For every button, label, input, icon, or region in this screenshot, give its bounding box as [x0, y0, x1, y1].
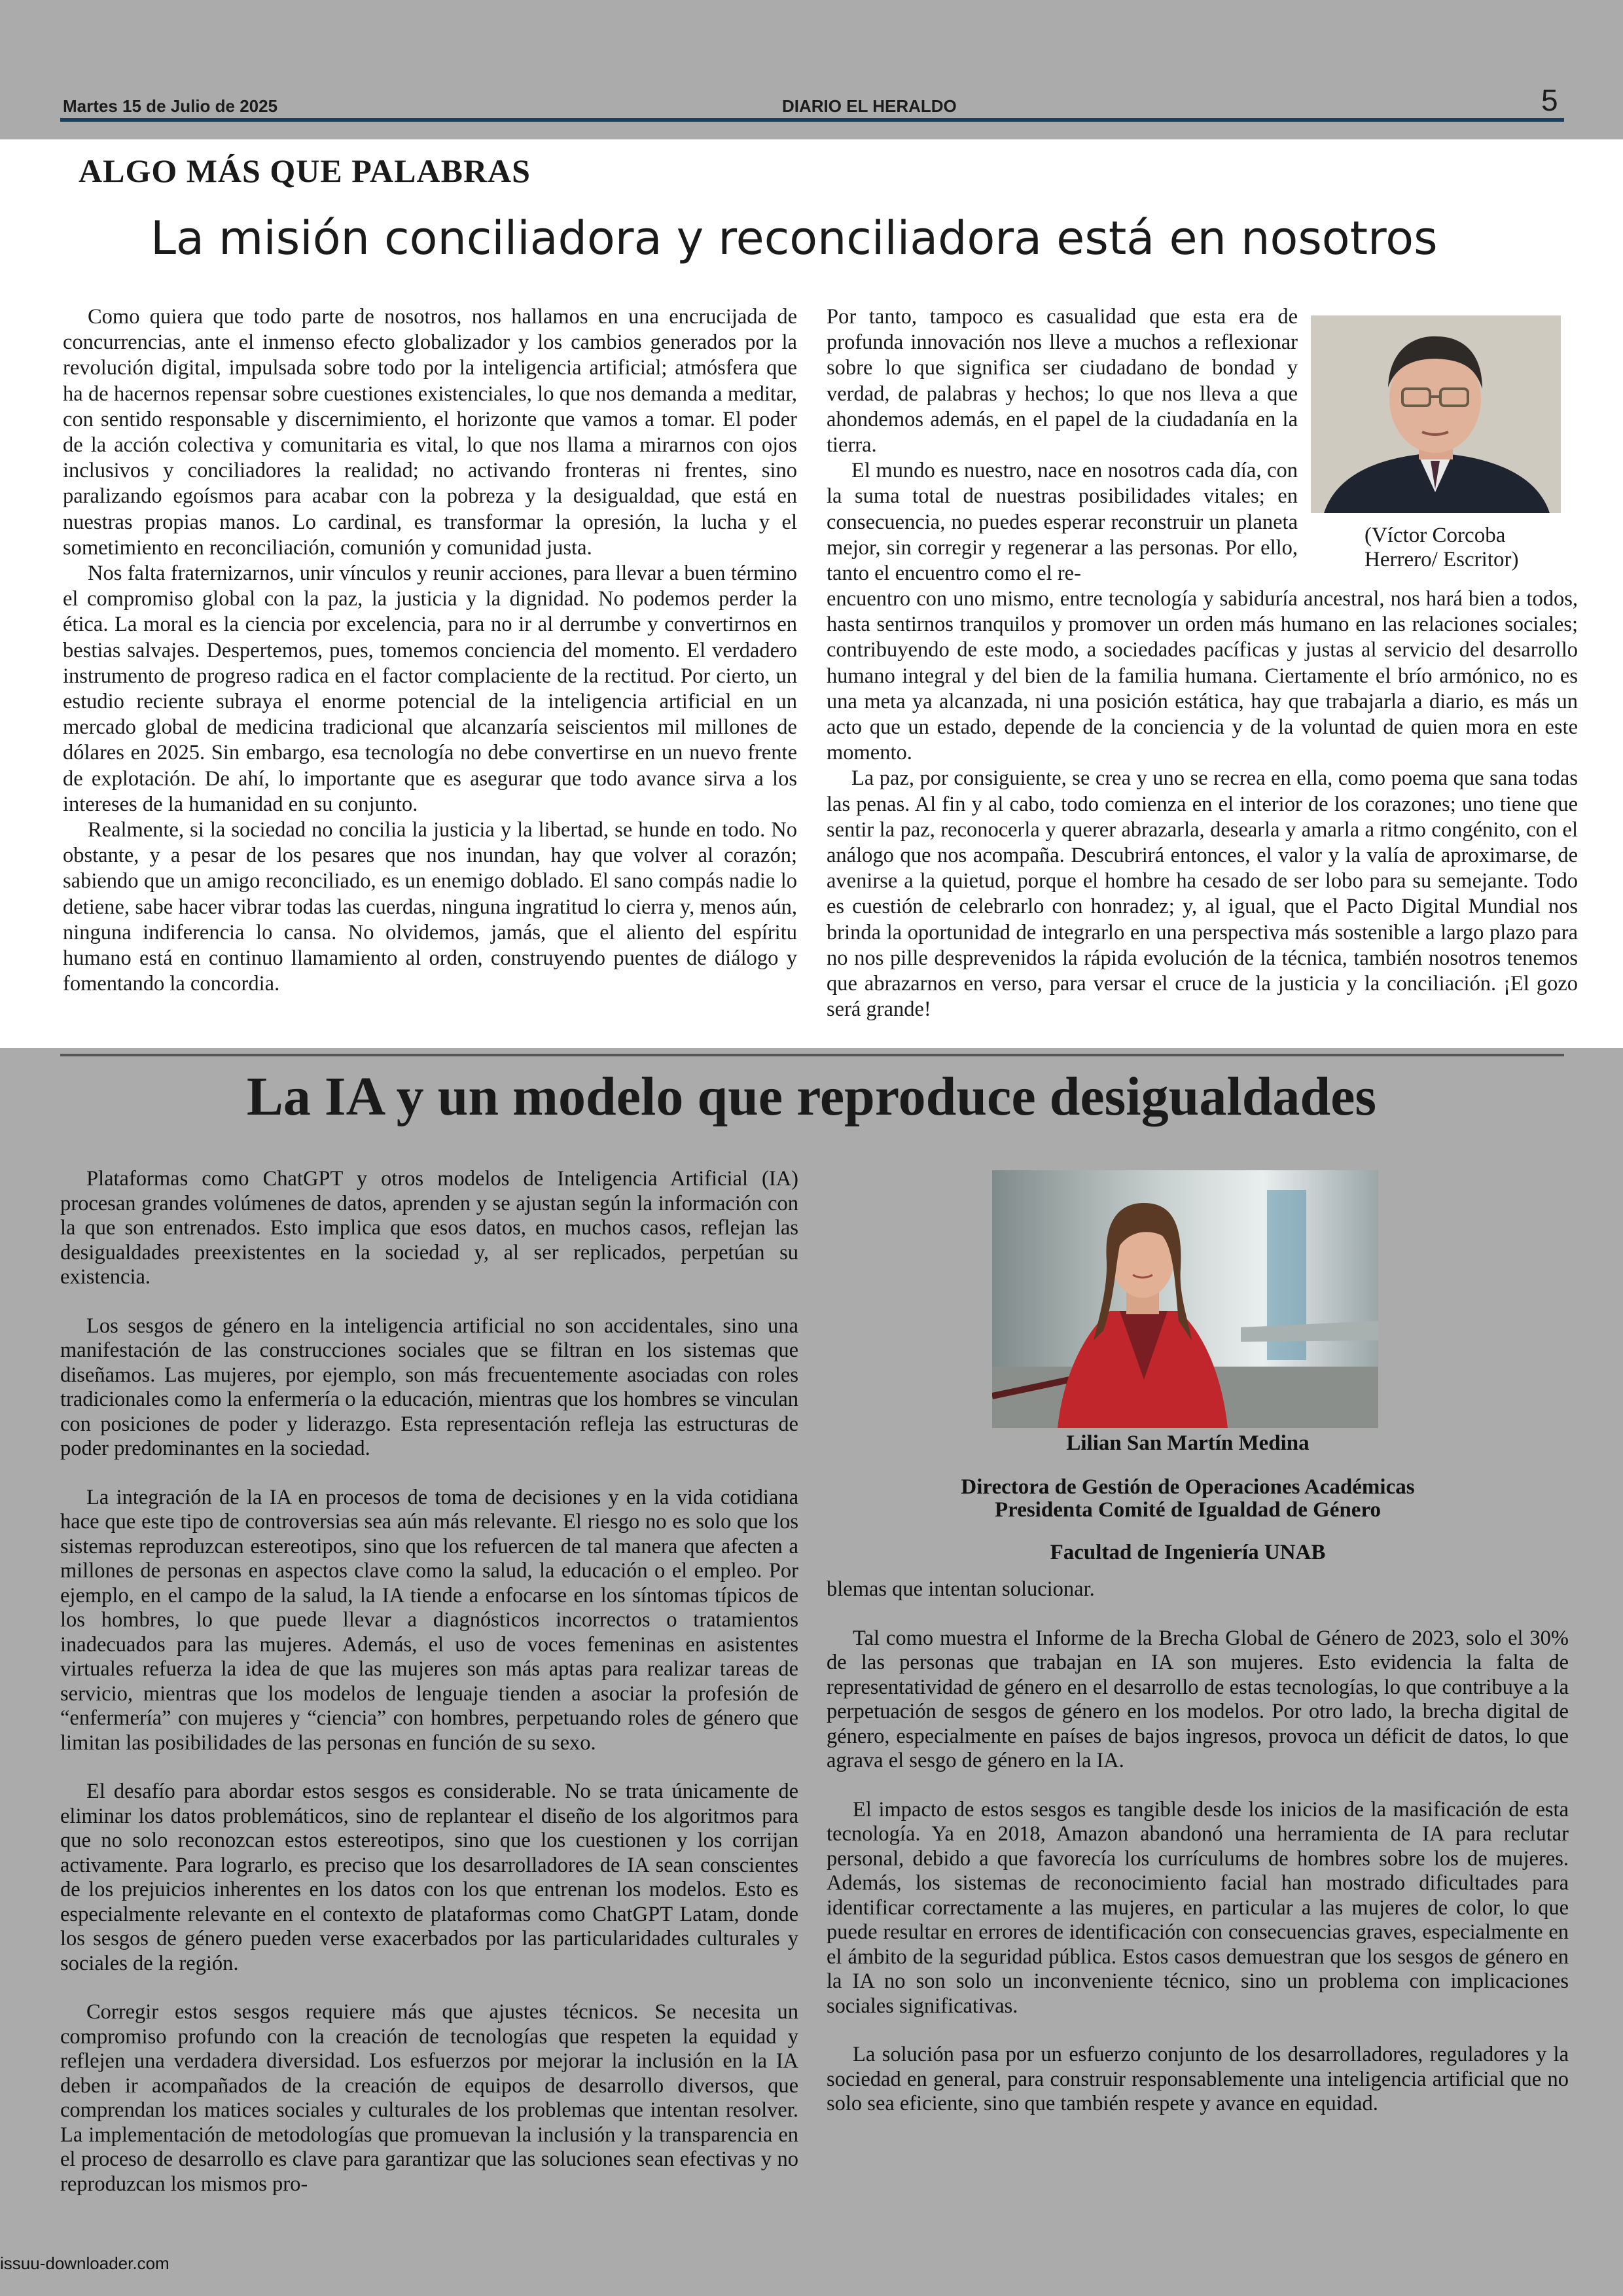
header-rule	[60, 118, 1564, 122]
paragraph: El mundo es nuestro, nace en nosotros cada día, con la suma total de nuestras posibilidades vitales; en consecuencia, no puedes esperar reconstruir un planeta mejor, sin corregir y regenerar a las personas. Por ello, tanto el encuentro como el re-	[827, 459, 1298, 586]
paragraph: Tal como muestra el Informe de la Brecha Global de Género de 2023, solo el 30% de las personas que trabajan en IA son mujeres. Esto evidencia la falta de representatividad de género en el desarrollo de estas tecnologías, lo que contribuye a la perpetuación de sesgos de género en los modelos. Por otro lado, la brecha digital de género, especialmente en países de bajos ingresos, provoca un déficit de datos, lo que agrava el sesgo de género en la IA.	[827, 1626, 1569, 1772]
bio-role: Presidenta Comité de Igualdad de Género	[994, 1498, 1382, 1522]
paragraph: El desafío para abordar estos sesgos es considerable. No se trata únicamente de eliminar los datos problemáticos, sino de replantear el diseño de los algoritmos para que no solo reconozcan estos estereotipos, sino que los cuestionen y los corrijan activamente. Para lograrlo, es preciso que los desarrolladores de IA sean conscientes de los prejuicios inherentes en los datos con los que entrenan los modelos. Esto es especialmente relevante en el contexto de plataformas como ChatGPT Latam, donde los sesgos de género pueden verse exacerbados por las particularidades culturales y sociales de la región.	[60, 1780, 798, 1975]
paragraph: encuentro con uno mismo, entre tecnología y sabiduría ancestral, nos hará bien a todos, hasta sentirnos tranquilos y promover un orden más humano en las relaciones sociales; contribuyendo de este modo, a sociedades pacíficas y justas al servicio del desarrollo humano integral y del bien de la familia humana. Ciertamente el brío armónico, no es una meta ya alcanzada, ni una posición estática, hay que trabajarla a diario, es más un acto que un estado, depende de la conciencia y de la voluntad de quien mora en este momento.	[827, 587, 1578, 765]
paragraph: El impacto de estos sesgos es tangible desde los inicios de la masificación de esta tecnología. Ya en 2018, Amazon abandonó una herramienta de IA para reclutar personal, debido a que favorecía los currículums de hombres sobre los de mujeres. Además, los sistemas de reconocimiento facial han mostrado dificultades para identificar correctamente a las mujeres, en particular a las mujeres de color, lo que puede resultar en errores de identificación con consecuencias graves, especialmente en el ámbito de la seguridad pública. Estos casos demuestran que los sesgos de género en la IA no son solo un inconveniente técnico, sino un problema con implicaciones sociales significativas.	[827, 1797, 1569, 2018]
paragraph: Plataformas como ChatGPT y otros modelos de Inteligencia Artificial (IA) procesan grandes volúmenes de datos, aprenden y se ajustan según la información con la que son entrenados. Esto implica que esos datos, en muchos casos, reflejan las desigualdades preexistentes en la sociedad y, al ser replicados, perpetúan su existencia.	[60, 1167, 798, 1289]
caption-line: (Víctor Corcoba	[1364, 524, 1506, 547]
article-1-right-rest	[827, 586, 1578, 1022]
page-number: 5	[1541, 83, 1558, 117]
bio-faculty: Facultad de Ingeniería UNAB	[1050, 1541, 1326, 1564]
article-2-title: La IA y un modelo que reproduce desigualdades	[246, 1066, 1377, 1127]
paragraph: Los sesgos de género en la inteligencia artificial no son accidentales, sino una manifestación de las construcciones sociales que se filtran en los sistemas que diseñamos. Las mujeres, por ejemplo, son más frecuentemente asociadas con roles tradicionales como la enfermería o la educación, mientras que los hombres se vinculan con posiciones de poder y liderazgo. Esta representación refleja las estructuras de poder predominantes en la sociedad.	[60, 1314, 798, 1460]
author-caption	[1364, 524, 1561, 572]
author-photo	[1311, 315, 1561, 513]
author-bio	[825, 1432, 1551, 1564]
issue-date: Martes 15 de Julio de 2025	[63, 96, 278, 116]
portrait-photo	[992, 1170, 1378, 1428]
article-1-right-top	[827, 304, 1298, 586]
paragraph: Nos falta fraternizarnos, unir vínculos y reunir acciones, para llevar a buen término el compromiso global con la paz, la justicia y la dignidad. No podemos perder la ética. La moral es la ciencia por excelencia, para no ir al derrumbe y convertirnos en bestias salvajes. Despertemos, pues, tomemos conciencia del momento. El verdadero instrumento de progreso radica en el factor complaciente de la rectitud. Por cierto, un estudio reciente subraya el enorme potencial de la inteligencia artificial en un mercado global de medicina tradicional que alcanzaría seiscientos mil millones de dólares en 2025. Sin embargo, esa tecnología no debe convertirse en un nuevo frente de explotación. De ahí, lo importante que es asegurar que todo avance sirva a los intereses de la humanidad en su conjunto.	[63, 562, 797, 816]
article-1-left-column	[63, 304, 797, 997]
watermark: issuu-downloader.com	[0, 2253, 169, 2273]
paragraph: La paz, por consiguiente, se crea y uno se recrea en ella, como poema que sana todas las penas. Al fin y al cabo, todo comienza en el interior de los corazones; uno tiene que sentir la paz, reconocerla y querer abrazarla, desearla y amarla a ritmo congénito, con el análogo que nos acompaña. Descubrirá entonces, el valor y la valía de aproximarse, de avenirse a la quietud, porque el hombre ha cesado de ser lobo para su semejante. Todo es cuestión de celebrarlo con honradez; y, al igual, que el Pacto Digital Mundial nos brinda la oportunidad de integrarlo en una perspectiva más sostenible a largo plazo para no nos pille desprevenidos la rápida evolución de la técnica, también nosotros tenemos que abrazarnos en verso, para versar el cruce de la justicia y la conciliación. ¡El gozo será grande!	[827, 766, 1578, 1022]
paragraph: La solución pasa por un esfuerzo conjunto de los desarrolladores, reguladores y la sociedad en general, para construir responsablemente una inteligencia artificial que no solo sea eficiente, sino que también respete y avance en equidad.	[827, 2043, 1569, 2115]
paragraph: Corregir estos sesgos requiere más que ajustes técnicos. Se necesita un compromiso profundo con la creación de tecnologías que respeten la equidad y reflejen una verdadera diversidad. Los esfuerzos por mejorar la inclusión en la IA deben ir acompañados de la creación de equipos de desarrollo diversos, que comprendan los matices sociales y culturales de los problemas que intentan resolver. La implementación de metodologías que promuevan la inclusión y la transparencia en el proceso de desarrollo es clave para garantizar que las soluciones sean efectivas y no reproduzcan los mismos pro-	[60, 2000, 798, 2196]
section-divider	[60, 1054, 1564, 1056]
caption-line: Herrero/ Escritor)	[1364, 548, 1519, 571]
newspaper-name: DIARIO EL HERALDO	[782, 96, 957, 116]
paragraph: Como quiera que todo parte de nosotros, nos hallamos en una encrucijada de concurrencias, ante el inmenso efecto globalizador y los cambios generados por la revolución digital, impulsada sobre todo por la inteligencia artificial; atmósfera que ha de hacernos repensar sobre cuestiones existenciales, lo que nos demanda a meditar, con sentido responsable y discernimiento, el horizonte que vamos a tomar. El poder de la acción colectiva y comunitaria es vital, lo que nos llama a mirarnos con ojos inclusivos y conciliadores la realidad; no activando fronteras ni frentes, sino paralizando egoísmos para acabar con la pobreza y la desigualdad, que está en nuestras propias manos. Lo cardinal, es transformar la opresión, la lucha y el sometimiento en reconciliación, comunión y comunidad justa.	[63, 305, 797, 560]
bio-name: Lilian San Martín Medina	[1066, 1431, 1310, 1455]
article-2-left-column	[60, 1167, 798, 2221]
paragraph: blemas que intentan solucionar.	[827, 1577, 1095, 1601]
article-1-title: La misión conciliadora y reconciliadora está en nosotros	[151, 211, 1438, 265]
section-label: ALGO MÁS QUE PALABRAS	[79, 152, 531, 189]
paragraph: Por tanto, tampoco es casualidad que esta era de profunda innovación nos lleve a muchos a reflexionar sobre lo que significa ser ciudadano de bondad y verdad, de palabras y hechos; lo que nos lleva a que ahondemos además, en el papel de la ciudadanía en la tierra.	[827, 305, 1298, 457]
article-2-right-column	[827, 1577, 1569, 2141]
paragraph: La integración de la IA en procesos de toma de decisiones y en la vida cotidiana hace que este tipo de controversias sea aún más relevante. El riesgo no es solo que los sistemas reproduzcan estereotipos, sino que los refuercen de tal manera que afecten a millones de personas en aspectos clave como la salud, la educación o el empleo. Por ejemplo, en el campo de la salud, la IA tiende a enfocarse en los síntomas típicos de los hombres, lo que puede llevar a diagnósticos incorrectos o tratamientos inadecuados para las mujeres. Además, el uso de voces femeninas en asistentes virtuales refuerza la idea de que las mujeres son más aptas para realizar tareas de servicio, mientras que los modelos de lenguaje tienden a asociar la profesión de “enfermería” con mujeres y “ciencia” con hombres, perpetuando roles de género que limitan las posibilidades de las personas en función de su sexo.	[60, 1485, 798, 1755]
bio-role: Directora de Gestión de Operaciones Académicas	[961, 1475, 1415, 1499]
paragraph: Realmente, si la sociedad no concilia la justicia y la libertad, se hunde en todo. No obstante, y a pesar de los pesares que nos inundan, hay que volver al corazón; sabiendo que un amigo reconciliado, es un enemigo doblado. El sano compás nadie lo detiene, sabe hacer vibrar todas las cuerdas, ninguna ingratitud lo cierra y, menos aún, ninguna indiferencia lo cansa. No olvidemos, jamás, que el aliento del espíritu humano está en continuo llamamiento al orden, construyendo puentes de diálogo y fomentando la concordia.	[63, 818, 797, 996]
